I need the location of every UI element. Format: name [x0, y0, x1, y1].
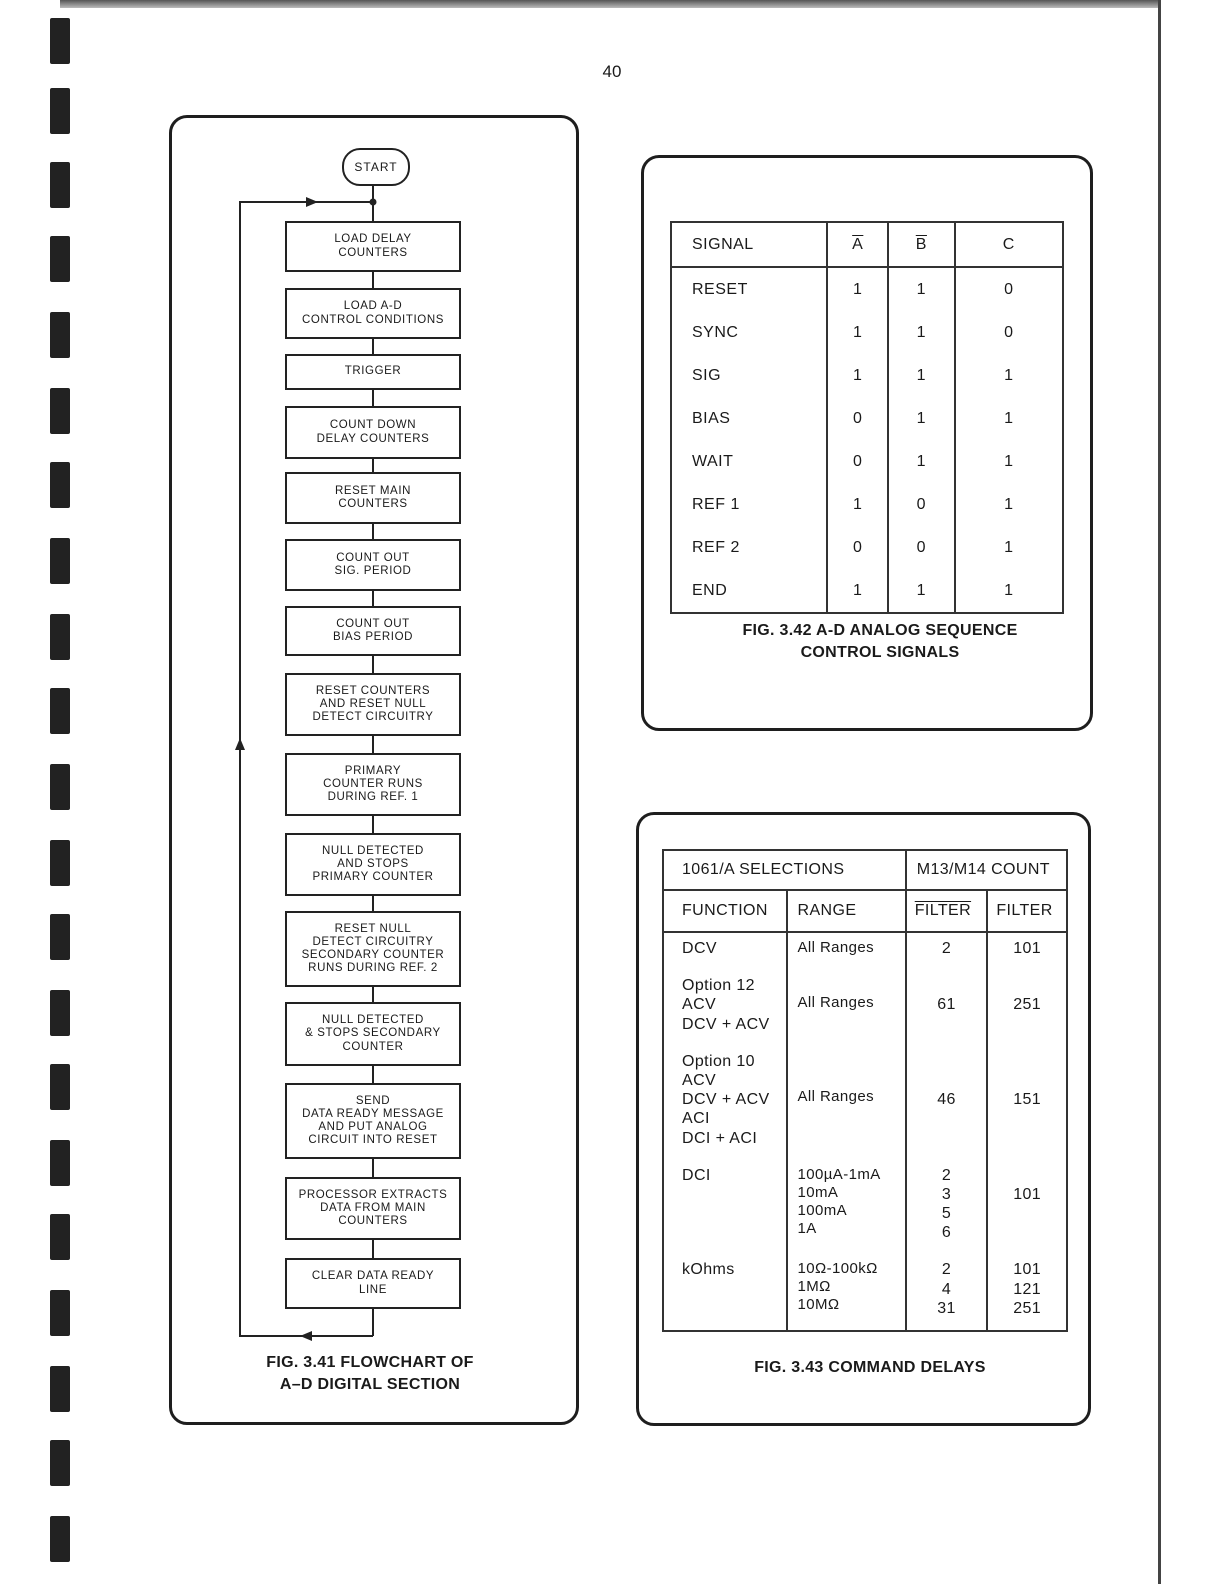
column-header-row — [663, 890, 1067, 932]
header-signal: SIGNAL — [671, 222, 827, 267]
cell-c: 1 — [955, 483, 1063, 526]
filter-bar-cell: 2 3 5 6 — [906, 1160, 988, 1255]
filter-bar-cell: 2 4 31 — [906, 1254, 988, 1331]
loop-arrow-left-icon — [300, 1331, 312, 1341]
table-row — [671, 569, 1063, 613]
range-cell: All Ranges — [787, 1046, 906, 1160]
flowchart-step-count-out-sig: COUNT OUT SIG. PERIOD — [285, 539, 461, 591]
flowchart-step-primary-counter: PRIMARY COUNTER RUNS DURING REF. 1 — [285, 753, 461, 816]
table-row — [671, 440, 1063, 483]
table-row — [671, 397, 1063, 440]
cell-a: 1 — [827, 483, 888, 526]
range-cell: All Ranges — [787, 932, 906, 970]
cell-c: 1 — [955, 440, 1063, 483]
cell-b: 0 — [888, 483, 955, 526]
flowchart-step-load-delay-counters: LOAD DELAY COUNTERS — [285, 221, 461, 272]
filter-bar-cell: 46 — [906, 1046, 988, 1160]
flowchart-step-reset-main: RESET MAIN COUNTERS — [285, 472, 461, 524]
fig-3-42-caption: FIG. 3.42 A-D ANALOG SEQUENCE CONTROL SIGNALS — [742, 622, 1018, 661]
cell-a: 1 — [827, 569, 888, 613]
flowchart-step-load-ad-control: LOAD A-D CONTROL CONDITIONS — [285, 288, 461, 339]
cell-b: 1 — [888, 440, 955, 483]
flowchart-step-send-data-ready: SEND DATA READY MESSAGE AND PUT ANALOG CIRCUIT INTO RESET — [285, 1083, 461, 1159]
flowchart-step-count-out-bias: COUNT OUT BIAS PERIOD — [285, 606, 461, 656]
signal-table — [670, 221, 1064, 614]
function-cell: Option 12 ACV DCV + ACV — [663, 970, 787, 1046]
table-row — [671, 526, 1063, 569]
header-b-bar: $\overline{B}$ — [888, 222, 955, 267]
table-row — [671, 267, 1063, 311]
loop-arrow-right-icon — [306, 197, 318, 207]
cell-c: 1 — [955, 397, 1063, 440]
fig-3-43-caption: FIG. 3.43 COMMAND DELAYS — [754, 1359, 986, 1376]
function-cell: DCI — [663, 1160, 787, 1255]
table-row — [671, 483, 1063, 526]
header-c: C — [955, 222, 1063, 267]
table-row — [663, 932, 1067, 970]
table-row — [671, 311, 1063, 354]
cell-c: 1 — [955, 354, 1063, 397]
header-count: M13/M14 COUNT — [906, 850, 1067, 890]
filter-cell: 101 — [987, 1160, 1067, 1255]
table-row — [663, 1254, 1067, 1331]
cell-b: 1 — [888, 569, 955, 613]
header-a-bar: $\overline{A}$ — [827, 222, 888, 267]
table-row — [663, 1046, 1067, 1160]
cell-b: 0 — [888, 526, 955, 569]
signal-name: END — [671, 569, 827, 613]
flowchart-step-null-detected-primary: NULL DETECTED AND STOPS PRIMARY COUNTER — [285, 833, 461, 896]
signal-name: BIAS — [671, 397, 827, 440]
junction-dot — [370, 199, 377, 206]
signal-name: RESET — [671, 267, 827, 311]
range-cell: All Ranges — [787, 970, 906, 1046]
filter-bar-cell: 61 — [906, 970, 988, 1046]
filter-cell: 251 — [987, 970, 1067, 1046]
function-cell: Option 10 ACV DCV + ACV ACI DCI + ACI — [663, 1046, 787, 1160]
cell-a: 0 — [827, 397, 888, 440]
header-filter-bar: FILTER — [906, 890, 988, 932]
cell-b: 1 — [888, 267, 955, 311]
command-delays-table — [662, 849, 1068, 1332]
range-cell: 100µA-1mA 10mA 100mA 1A — [787, 1160, 906, 1255]
header-selections: 1061/A SELECTIONS — [663, 850, 906, 890]
cell-c: 1 — [955, 526, 1063, 569]
flowchart-step-reset-counters: RESET COUNTERS AND RESET NULL DETECT CIRCUITRY — [285, 673, 461, 736]
signal-name: WAIT — [671, 440, 827, 483]
fig-3-41-caption: FIG. 3.41 FLOWCHART OF A–D DIGITAL SECTION — [266, 1354, 474, 1393]
signal-name: REF 1 — [671, 483, 827, 526]
cell-c: 0 — [955, 311, 1063, 354]
cell-c: 1 — [955, 569, 1063, 613]
function-cell: kOhms — [663, 1254, 787, 1331]
cell-a: 0 — [827, 526, 888, 569]
cell-a: 1 — [827, 267, 888, 311]
cell-b: 1 — [888, 397, 955, 440]
flowchart-step-clear-data-ready: CLEAR DATA READY LINE — [285, 1258, 461, 1309]
function-cell: DCV — [663, 932, 787, 970]
cell-c: 0 — [955, 267, 1063, 311]
cell-a: 1 — [827, 311, 888, 354]
flowchart-step-processor-extracts: PROCESSOR EXTRACTS DATA FROM MAIN COUNTERS — [285, 1177, 461, 1240]
range-cell: 10Ω-100kΩ 1MΩ 10MΩ — [787, 1254, 906, 1331]
flowchart-step-count-down: COUNT DOWN DELAY COUNTERS — [285, 406, 461, 459]
flowchart-step-trigger: TRIGGER — [285, 354, 461, 390]
header-range: RANGE — [787, 890, 906, 932]
table-row — [663, 970, 1067, 1046]
header-filter: FILTER — [987, 890, 1067, 932]
group-header-row — [663, 850, 1067, 890]
signal-name: SYNC — [671, 311, 827, 354]
page-number: 40 — [602, 62, 622, 81]
filter-cell: 151 — [987, 1046, 1067, 1160]
cell-a: 0 — [827, 440, 888, 483]
table-row — [671, 354, 1063, 397]
signal-name: SIG — [671, 354, 827, 397]
filter-bar-cell: 2 — [906, 932, 988, 970]
loop-arrow-up-icon — [235, 738, 245, 750]
signal-table-header — [671, 222, 1063, 267]
flowchart-step-reset-null: RESET NULL DETECT CIRCUITRY SECONDARY COUNTER RUNS DURING REF. 2 — [285, 911, 461, 987]
cell-a: 1 — [827, 354, 888, 397]
table-row — [663, 1160, 1067, 1255]
header-function: FUNCTION — [663, 890, 787, 932]
signal-name: REF 2 — [671, 526, 827, 569]
flowchart-start: START — [342, 148, 410, 186]
filter-cell: 101 121 251 — [987, 1254, 1067, 1331]
cell-b: 1 — [888, 354, 955, 397]
flowchart-step-null-detected-secondary: NULL DETECTED & STOPS SECONDARY COUNTER — [285, 1002, 461, 1066]
cell-b: 1 — [888, 311, 955, 354]
filter-cell: 101 — [987, 932, 1067, 970]
